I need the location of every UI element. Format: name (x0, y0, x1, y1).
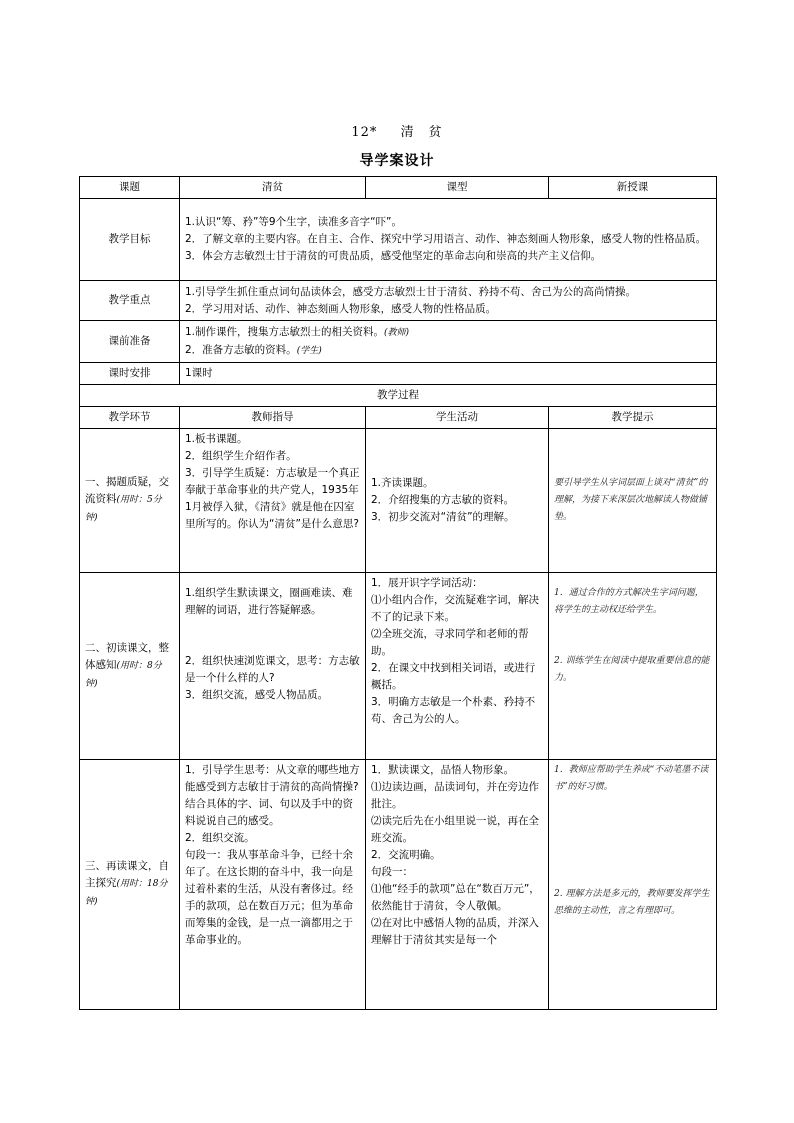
hint-item: 1．教师应帮助学生养成“不动笔墨不读书”的好习惯。 (554, 765, 709, 792)
student-item: ⑵全班交流，寻求同学和老师的帮助。 (371, 628, 529, 657)
student-cell (366, 573, 549, 760)
spacer (185, 575, 360, 585)
teacher-item: 1.组织学生默读课文，圈画难读、难理解的词语，进行答疑解惑。 (185, 587, 353, 616)
key-row (80, 281, 717, 321)
prep-row (80, 321, 717, 363)
teacher-cell (180, 573, 366, 760)
hint-item: 1．通过合作的方式解决生字词问题，将学生的主动权还给学生。 (554, 588, 704, 615)
teacher-item: 2．组织快速浏览课文，思考：方志敏是一个什么样的人? (185, 655, 360, 684)
student-item: 2．介绍搜集的方志敏的资料。 (371, 494, 515, 506)
goal-item: 1.认识“筹、矜”等9个生字，读准多音字“吓”。 (185, 216, 402, 228)
stage-time: (用时：5分钟) (85, 495, 162, 523)
key-content (180, 281, 717, 321)
student-item: 1．展开识字学词活动： (371, 577, 483, 589)
column-header: 学生活动 (366, 407, 549, 429)
prep-item-text: 1.制作课件，搜集方志敏烈士的相关资料。 (185, 325, 385, 338)
spacer (185, 619, 360, 653)
teacher-item: 3．组织交流，感受人物品质。 (185, 689, 329, 701)
teacher-cell (180, 429, 366, 573)
stage-name: 一、揭题质疑，交流资料 (85, 476, 169, 505)
topic-value: 清贫 (180, 177, 366, 199)
teacher-item: 句段一：我从事革命斗争，已经十余年了。在这长期的奋斗中，我一向是过着朴素的生活，从没有奢侈过。经手的款项，总在数百万元；但为革命而筹集的金钱，是一点一滴都用之于革命事业的。 (185, 849, 353, 946)
lesson-name: 清 贫 (400, 125, 443, 140)
teacher-item: 1.板书课题。 (185, 433, 248, 445)
hint-item: 2. 理解方法是多元的，教师要发挥学生思维的主动性，言之有理即可。 (554, 889, 710, 916)
student-item: 句段一： (371, 866, 413, 878)
teacher-item: 3．引导学生质疑：方志敏是一个真正奉献于革命事业的共产党人，1935年1月被俘入狱，《清贫》就是他在囚室里所写的。你认为“清贫”是什么意思? (185, 467, 360, 530)
stage-cell (80, 573, 180, 760)
prep-item (185, 342, 711, 360)
lesson-plan-table (79, 176, 717, 1010)
student-item: 1．默读课文，品悟人物形象。 (371, 764, 515, 776)
student-item: ⑴边读边画，品读词句，并在旁边作批注。 (371, 781, 539, 810)
hours-value: 1课时 (180, 363, 717, 385)
goals-label: 教学目标 (80, 199, 180, 281)
spacer (554, 619, 711, 653)
prep-item-note: (教师) (384, 327, 410, 338)
student-item: 1.齐读课题。 (371, 477, 434, 489)
student-item: ⑴他“经手的款项”总在“数百万元”，依然能甘于清贫，令人敬佩。 (371, 883, 540, 912)
teacher-item: 1．引导学生思考：从文章的哪些地方能感受到方志敏甘于清贫的高尚情操?结合具体的字、词、句以及手中的资料说说自己的感受。 (185, 764, 360, 827)
student-item: ⑵在对比中感悟人物的品质，并深入理解甘于清贫其实是每一个 (371, 917, 539, 946)
prep-label: 课前准备 (80, 321, 180, 363)
type-label: 课型 (366, 177, 549, 199)
student-item: ⑵读完后先在小组里说一说，再在全班交流。 (371, 815, 539, 844)
stage-name: 三、再读课文，自主探究 (85, 860, 169, 889)
stage-name: 二、初读课文，整体感知 (85, 641, 169, 671)
stage-cell (80, 760, 180, 1010)
process-title: 教学过程 (80, 385, 717, 407)
prep-item-note: (学生) (296, 345, 322, 356)
student-cell (366, 429, 549, 573)
column-header: 教师指导 (180, 407, 366, 429)
process-row (80, 760, 717, 1010)
column-header: 教学环节 (80, 407, 180, 429)
stage-time: (用时：8分钟) (85, 660, 162, 689)
process-title-row (80, 385, 717, 407)
hours-row (80, 363, 717, 385)
student-item: ⑴小组内合作，交流疑难字词，解决不了的记录下来。 (371, 594, 539, 623)
student-item: 2．交流明确。 (371, 849, 441, 861)
type-value: 新授课 (549, 177, 717, 199)
hint-cell (549, 573, 717, 760)
prep-item-text: 2．准备方志敏的资料。 (185, 343, 297, 356)
topic-row (80, 177, 717, 199)
hours-label: 课时安排 (80, 363, 180, 385)
key-item: 1.引导学生抓住重点词句品读体会，感受方志敏烈士甘于清贫、矜持不苟、舍己为公的高尚情操。 (185, 285, 637, 298)
goal-item: 2．了解文章的主要内容。在自主、合作、探究中学习用语言、动作、神态刻画人物形象，感受人物的性格品质。 (185, 233, 707, 245)
lesson-title (0, 121, 794, 140)
hint-cell (549, 760, 717, 1010)
lesson-number: 12* (351, 125, 378, 140)
column-header: 教学提示 (549, 407, 717, 429)
spacer (554, 575, 711, 585)
prep-item (185, 324, 711, 342)
teacher-item: 2．组织交流。 (185, 832, 255, 844)
teacher-cell (180, 760, 366, 1010)
process-row (80, 573, 717, 760)
stage-cell (80, 429, 180, 573)
hint-item: 要引导学生从字词层面上谈对“清贫”的理解，为接下来深层次地解读人物做铺垫。 (554, 478, 708, 522)
process-header-row (80, 407, 717, 429)
process-row (80, 429, 717, 573)
hint-cell (549, 429, 717, 573)
goals-content (180, 199, 717, 281)
key-label: 教学重点 (80, 281, 180, 321)
student-cell (366, 760, 549, 1010)
student-item: 2．在课文中找到相关词语，或进行概括。 (371, 662, 536, 691)
student-item: 3．初步交流对“清贫”的理解。 (371, 511, 515, 523)
spacer (554, 796, 711, 886)
hint-item: 2. 训练学生在阅读中提取重要信息的能力。 (554, 656, 710, 683)
teacher-item: 2．组织学生介绍作者。 (185, 450, 297, 462)
topic-label: 课题 (80, 177, 180, 199)
key-item: 2．学习用对话、动作、神态刻画人物形象，感受人物的性格品质。 (185, 302, 497, 315)
stage-time: (用时：18分钟) (85, 879, 168, 907)
student-item: 3．明确方志敏是一个朴素、矜持不苟、舍己为公的人。 (371, 696, 536, 725)
document-subtitle: 导学案设计 (359, 153, 435, 169)
prep-content (180, 321, 717, 363)
goal-item: 3．体会方志敏烈士甘于清贫的可贵品质，感受他坚定的革命志向和崇高的共产主义信仰。 (185, 250, 602, 262)
goals-row (80, 199, 717, 281)
